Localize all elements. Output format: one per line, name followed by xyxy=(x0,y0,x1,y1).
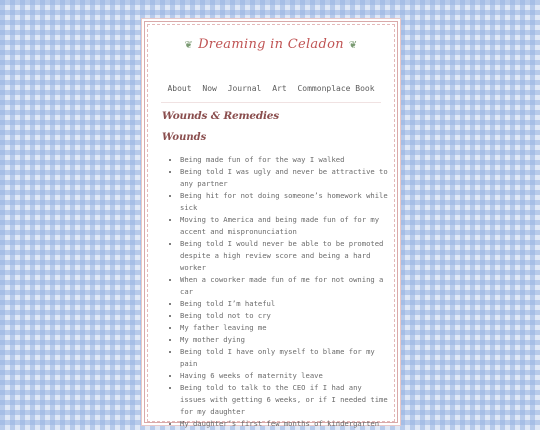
nav-journal[interactable]: Journal xyxy=(227,84,262,93)
list-item: • Being made fun of for the way I walked xyxy=(180,154,392,166)
list-item: • Being told to talk to the CEO if I had any issues with getting 6 weeks, or if I needed time for my daughter xyxy=(180,382,392,418)
main-nav xyxy=(145,84,397,93)
list-item: • Being hit for not doing someone’s homework while sick xyxy=(180,190,392,214)
list-item: • Moving to America and being made fun of for my accent and mispronunciation xyxy=(180,214,392,238)
list-item: • Being told I would never be able to be promoted despite a high review score and being a hard worker xyxy=(180,238,392,274)
list-item: • When a coworker made fun of me for not owning a car xyxy=(180,274,392,298)
wounds-list xyxy=(168,154,392,430)
list-item: • Being told not to cry xyxy=(180,310,392,322)
list-item: • My mother dying xyxy=(180,334,392,346)
nav-about[interactable]: About xyxy=(167,84,192,93)
leaf-right-icon: ❦ xyxy=(348,40,358,51)
section-title: Wounds xyxy=(162,132,207,143)
list-item: • Having 6 weeks of maternity leave xyxy=(180,370,392,382)
post-title: Wounds & Remedies xyxy=(162,110,279,122)
list-item: • My father leaving me xyxy=(180,322,392,334)
list-item: • Being told I have only myself to blame for my pain xyxy=(180,346,392,370)
content-card xyxy=(144,21,398,428)
list-item: • My daughter’s first few months of kindergarten xyxy=(180,418,392,430)
nav-art[interactable]: Art xyxy=(272,84,287,93)
list-item: • Being told I’m hateful xyxy=(180,298,392,310)
nav-commonplace-book[interactable]: Commonplace Book xyxy=(297,84,375,93)
site-header xyxy=(145,37,397,52)
list-item: • Being told I was ugly and never be attractive to any partner xyxy=(180,166,392,190)
header-divider xyxy=(161,102,381,103)
nav-now[interactable]: Now xyxy=(202,84,217,93)
leaf-left-icon: ❦ xyxy=(184,40,194,51)
site-title[interactable]: Dreaming in Celadon xyxy=(198,37,344,52)
